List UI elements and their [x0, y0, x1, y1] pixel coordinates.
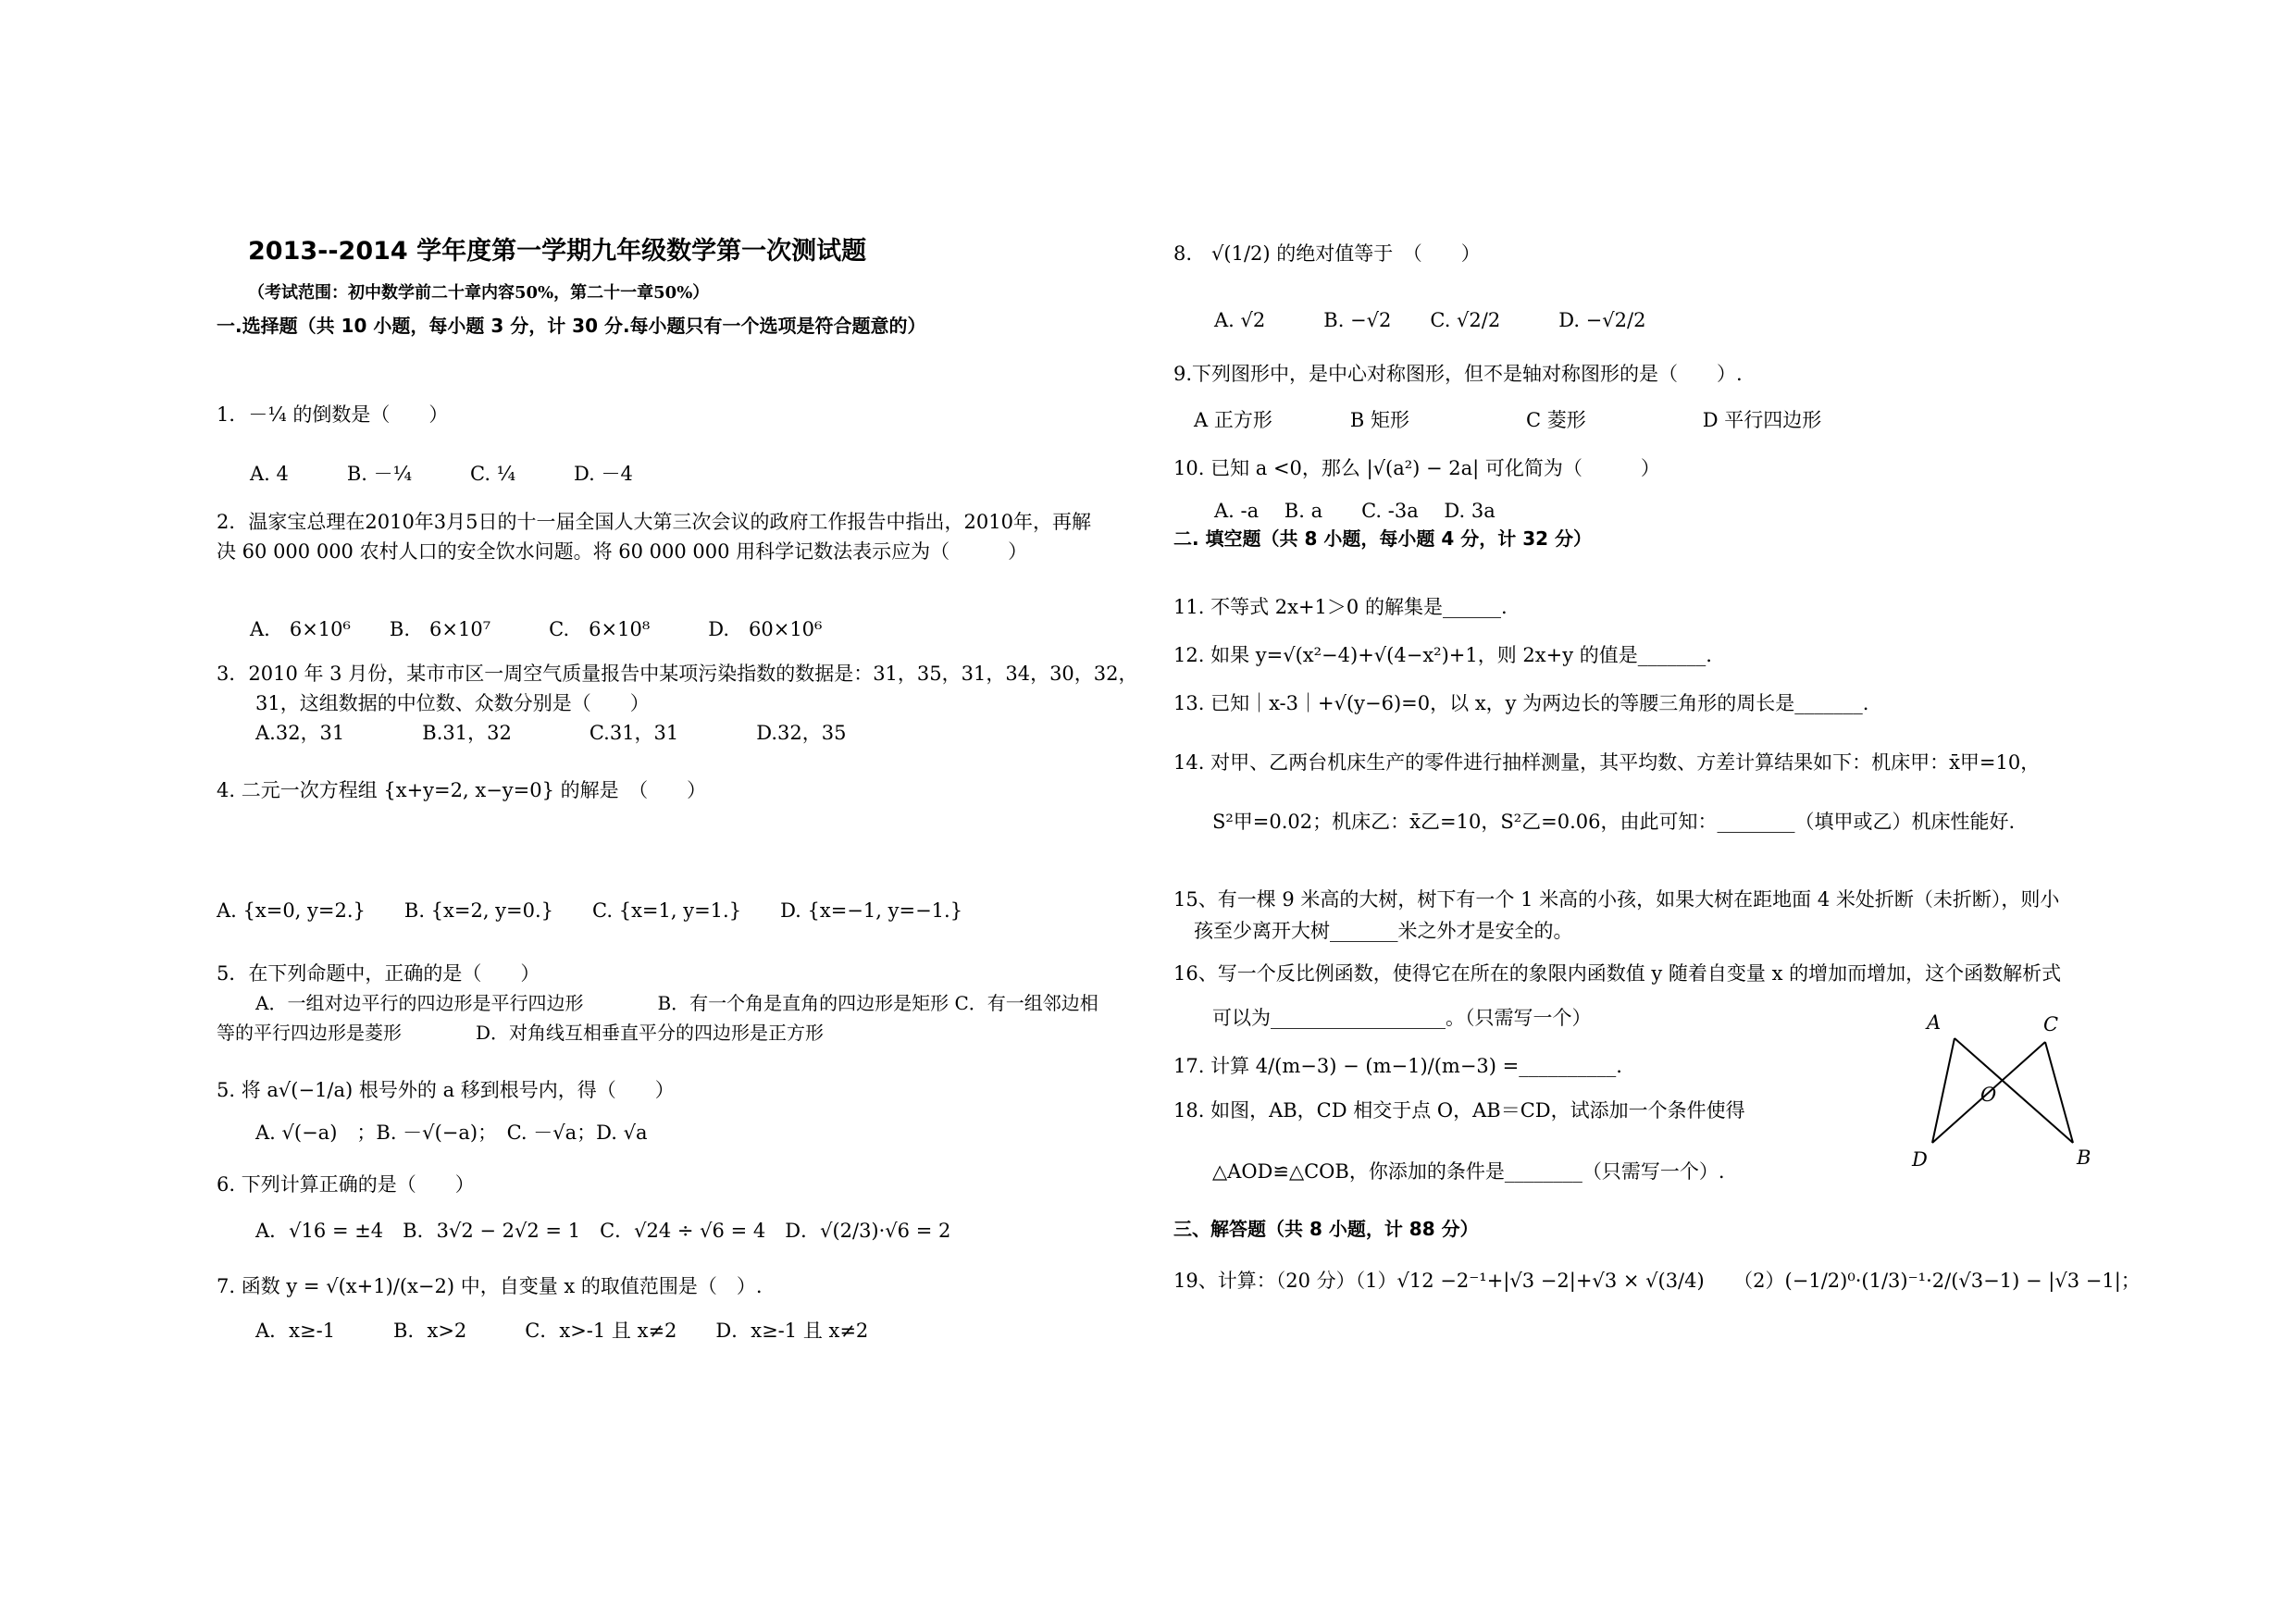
segment-ab: [1955, 1038, 2073, 1143]
q3-line2: 31，这组数据的中位数、众数分别是（ ）: [255, 692, 650, 714]
q2-line1: 2．温家宝总理在2010年3月5日的十一届全国人大第三次会议的政府工作报告中指出，2010年，再解: [217, 511, 1091, 533]
q15-line1: 15、有一棵 9 米高的大树，树下有一个 1 米高的小孩，如果大树在距地面 4 米处折断（未折断），则小: [1173, 888, 2060, 911]
q16-line2: 可以为__________________。（只需写一个）: [1212, 1007, 1592, 1029]
q5a-line1: A．一组对边平行的四边形是平行四边形 B．有一个角是直角的四边形是矩形 C．有一组邻边相: [255, 992, 1098, 1014]
q5a-stem: 5．在下列命题中，正确的是（ ）: [217, 962, 540, 985]
q2-line2: 决 60 000 000 农村人口的安全饮水问题。将 60 000 000 用科学记数法表示应为（ ）: [217, 540, 1028, 563]
q6-stem: 6. 下列计算正确的是（ ）: [217, 1173, 475, 1196]
q1-options: A. 4 B. －¹⁄₄ C. ¹⁄₄ D. －4: [250, 463, 633, 485]
q12-stem: 12. 如果 y=√(x²−4)+√(4−x²)+1，则 2x+y 的值是_______.: [1173, 644, 1712, 666]
q8-stem: 8. √(1/2) 的绝对值等于 （ ）: [1173, 242, 1481, 265]
q3-options: A.32，31 B.31，32 C.31，31 D.32，35: [255, 722, 847, 744]
segment-cb: [2045, 1042, 2073, 1143]
point-o-label: O: [1980, 1084, 1997, 1106]
q3-line1: 3．2010 年 3 月份，某市市区一周空气质量报告中某项污染指数的数据是：31，35，31，34，30，32，: [217, 663, 1138, 685]
q16-line1: 16、写一个反比例函数，使得它在所在的象限内函数值 y 随着自变量 x 的增加而增加，这个函数解析式: [1173, 962, 2062, 985]
q17-stem: 17. 计算 4/(m−3) − (m−1)/(m−3) =__________.: [1173, 1055, 1622, 1077]
q10-options: A. -a B. a C. -3a D. 3a: [1214, 500, 1496, 522]
q19-stem: 19、计算：（20 分）（1）√12 −2⁻¹+|√3 −2|+√3 × √(3/4) （2）(−1/2)⁰·(1/3)⁻¹·2/(√3−1) − |√3 −1|；: [1173, 1270, 2141, 1292]
point-b-label: B: [2077, 1147, 2091, 1169]
q2-options: A. 6×10⁶ B. 6×10⁷ C. 6×10⁸ D. 60×10⁶: [250, 618, 823, 640]
q5b-options: A. √(−a) ；B. －√(−a)； C. －√a；D. √a: [255, 1122, 648, 1144]
section2-heading: 二. 填空题（共 8 小题，每小题 4 分，计 32 分）: [1173, 527, 1593, 550]
q4-options: A. {x=0, y=2.} B. {x=2, y=0.} C. {x=1, y=1.} D. {x=−1, y=−1.}: [217, 899, 963, 922]
q14-line1: 14. 对甲、乙两台机床生产的零件进行抽样测量，其平均数、方差计算结果如下：机床甲：x̄甲=10，: [1173, 751, 2041, 774]
section3-heading: 三、解答题（共 8 小题，计 88 分）: [1173, 1218, 1479, 1240]
q13-stem: 13. 已知｜x-3｜+√(y−6)=0，以 x，y 为两边长的等腰三角形的周长是_______.: [1173, 692, 1869, 714]
q10-stem: 10. 已知 a <0，那么 |√(a²) − 2a| 可化简为（ ）: [1173, 457, 1660, 479]
point-c-label: C: [2043, 1013, 2059, 1035]
section1-heading: 一.选择题（共 10 小题，每小题 3 分，计 30 分.每小题只有一个选项是符合题意的）: [217, 315, 926, 337]
q7-options: A．x≥-1 B．x>2 C．x>-1 且 x≠2 D．x≥-1 且 x≠2: [255, 1320, 869, 1342]
q5b-stem: 5. 将 a√(−1/a) 根号外的 a 移到根号内，得（ ）: [217, 1079, 675, 1101]
q5a-line2: 等的平行四边形是菱形 D．对角线互相垂直平分的四边形是正方形: [217, 1022, 825, 1044]
q8-options: A. √2 B. −√2 C. √2/2 D. −√2/2: [1214, 309, 1646, 331]
q9-options: A 正方形 B 矩形 C 菱形 D 平行四边形: [1194, 409, 1822, 431]
q11-stem: 11. 不等式 2x+1＞0 的解集是______.: [1173, 596, 1508, 618]
q7-stem: 7. 函数 y = √(x+1)/(x−2) 中，自变量 x 的取值范围是（ ）.: [217, 1275, 763, 1297]
q18-line2: △AOD≌△COB，你添加的条件是________（只需写一个）.: [1212, 1160, 1725, 1183]
page-title: 2013--2014 学年度第一学期九年级数学第一次测试题: [248, 237, 867, 266]
q9-stem: 9.下列图形中，是中心对称图形，但不是轴对称图形的是（ ）.: [1173, 363, 1743, 385]
q18-line1: 18. 如图，AB，CD 相交于点 O，AB＝CD，试添加一个条件使得: [1173, 1099, 1745, 1122]
geometry-figure: [1906, 1009, 2091, 1175]
q14-line2: S²甲=0.02；机床乙：x̄乙=10，S²乙=0.06，由此可知：________（填甲或乙）机床性能好.: [1212, 811, 2016, 833]
point-d-label: D: [1912, 1148, 1928, 1171]
q1-stem: 1．－¹⁄₄ 的倒数是（ ）: [217, 403, 449, 426]
q4-stem: 4. 二元一次方程组 {x+y=2, x−y=0} 的解是 （ ）: [217, 779, 707, 801]
exam-scope: （考试范围：初中数学前二十章内容50%，第二十一章50%）: [248, 283, 710, 303]
q15-line2: 孩至少离开大树_______米之外才是安全的。: [1194, 920, 1573, 942]
q6-options: A．√16 = ±4 B．3√2 − 2√2 = 1 C．√24 ÷ √6 = 4 D．√(2/3)·√6 = 2: [255, 1220, 951, 1242]
point-a-label: A: [1927, 1011, 1942, 1034]
